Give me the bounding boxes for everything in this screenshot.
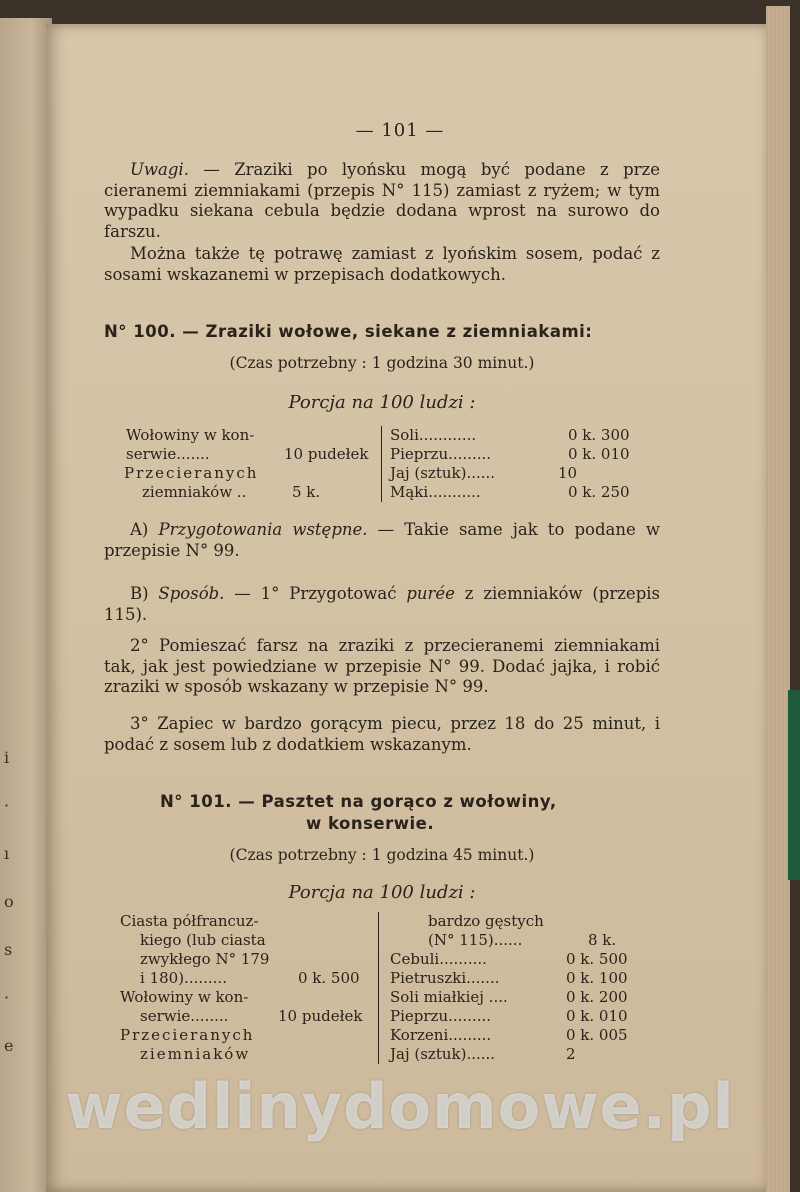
watermark: wedlinydomowe.pl	[65, 1070, 735, 1143]
bookmark-tab	[788, 690, 800, 880]
ingredient-name: ziemniaków	[140, 1045, 251, 1063]
ingredient-qty: 10 pudełek	[284, 445, 369, 463]
margin-mark: o	[4, 892, 14, 911]
ingredient-name: Przecieranych	[120, 1026, 255, 1044]
recipe-100-time: (Czas potrzebny : 1 godzina 30 minut.)	[229, 354, 535, 372]
column-divider	[378, 912, 379, 1064]
step-b-text-2: z ziemniaków (przepis 115).	[104, 584, 661, 624]
recipe-100-portion: Porcja na 100 ludzi :	[288, 392, 476, 413]
ingredient-name: Jaj (sztuk)......	[390, 464, 496, 482]
ingredient-name: kiego (lub ciasta	[140, 931, 266, 949]
ingredient-name: Pieprzu.........	[390, 1007, 492, 1025]
ingredient-name: zwykłego N° 179	[140, 950, 270, 968]
left-page-edge	[0, 18, 52, 1192]
step-b-puree: purée	[406, 584, 455, 603]
recipe-100-heading	[104, 322, 592, 341]
margin-mark: ·	[4, 796, 10, 815]
ingredient-name: Mąki...........	[390, 483, 481, 501]
ingredient-qty: 8 k.	[588, 931, 617, 949]
ingredient-qty: 10	[558, 464, 578, 482]
recipe-100-step-a	[104, 520, 660, 561]
recipe-100-step-3: 3° Zapiec w bardzo gorącym piecu, przez 18 do 25 minut, i podać z sosem lub z dodatkiem wskazanym.	[104, 714, 660, 754]
margin-mark: ı	[4, 844, 10, 863]
margin-mark: e	[4, 1036, 14, 1055]
step-b-title: Sposób.	[158, 584, 225, 603]
ingredient-qty: 10 pudełek	[278, 1007, 363, 1025]
margin-mark: s	[4, 940, 13, 959]
recipe-100-ingredients-right	[390, 426, 650, 502]
ingredient-qty: 0 k. 010	[568, 445, 630, 463]
step-a-label: A)	[130, 520, 149, 539]
notes-text-1: — Zraziki po lyońsku mogą być podane z prze cieranemi ziemniakami (przepis N° 115) zamiast z ryżem; w tym wypadku siekana cebula będzie dodana wprost na surowo do farszu.	[104, 160, 660, 241]
column-divider	[381, 426, 382, 502]
ingredient-name: Jaj (sztuk)......	[390, 1045, 496, 1063]
recipe-100-ingredients-left	[120, 426, 380, 502]
notes-paragraph-1	[104, 160, 660, 242]
margin-mark: i	[4, 748, 10, 767]
page-stack-edge	[766, 6, 790, 1192]
step-b-text-1: — 1° Przygotować	[224, 584, 407, 603]
ingredient-name: Soli............	[390, 426, 477, 444]
ingredient-name: bardzo gęstych	[428, 912, 544, 930]
ingredient-qty: 0 k. 200	[566, 988, 628, 1006]
ingredient-name: Soli miałkiej ....	[390, 988, 508, 1006]
notes-label: Uwagi.	[130, 160, 189, 179]
recipe-101-title-2: w konserwie.	[306, 814, 435, 833]
ingredient-name: Wołowiny w kon-	[120, 988, 249, 1006]
step-b-label: B)	[130, 584, 149, 603]
ingredient-name: Przecieranych	[124, 464, 259, 482]
recipe-101-number: N° 101.	[160, 792, 233, 811]
ingredient-qty: 0 k. 250	[568, 483, 630, 501]
recipe-101-ingredients-left	[116, 912, 378, 1064]
recipe-100-title: — Zraziki wołowe, siekane z ziemniakami:	[176, 322, 593, 341]
ingredient-name: Ciasta półfrancuz-	[120, 912, 259, 930]
step-a-text: — Takie same jak to podane w przepisie N° 99.	[104, 520, 660, 560]
ingredient-name: ziemniaków ..	[142, 483, 247, 501]
recipe-101-portion: Porcja na 100 ludzi :	[288, 882, 476, 903]
ingredient-qty: 0 k. 500	[566, 950, 628, 968]
notes-paragraph-2: Można także tę potrawę zamiast z lyońskim sosem, podać z sosami wskazanemi w przepisach dodatkowych.	[104, 244, 660, 284]
ingredient-name: Wołowiny w kon-	[126, 426, 255, 444]
page-number: — 101 —	[355, 120, 445, 141]
ingredient-name: serwie........	[140, 1007, 229, 1025]
recipe-100-step-b	[104, 584, 660, 625]
ingredient-qty: 0 k. 005	[566, 1026, 628, 1044]
ingredient-qty: 0 k. 100	[566, 969, 628, 987]
ingredient-qty: 0 k. 010	[566, 1007, 628, 1025]
ingredient-name: Pieprzu.........	[390, 445, 492, 463]
recipe-100-number: N° 100.	[104, 322, 177, 341]
step-a-title: Przygotowania wstępne.	[158, 520, 368, 539]
ingredient-qty: 5 k.	[292, 483, 321, 501]
ingredient-qty: 2	[566, 1045, 576, 1063]
left-margin-marks	[4, 748, 14, 1084]
recipe-101-time: (Czas potrzebny : 1 godzina 45 minut.)	[229, 846, 535, 864]
recipe-101-ingredients-right	[390, 912, 650, 1064]
ingredient-qty: 0 k. 500	[298, 969, 360, 987]
recipe-100-step-2: 2° Pomieszać farsz na zraziki z przecieranemi ziemniakami tak, jak jest powiedziane w przepisie N° 99. Dodać jajka, i robić zraziki w sposób wskazany w przepisie N° 99.	[104, 636, 660, 696]
ingredient-name: Korzeni.........	[390, 1026, 492, 1044]
ingredient-name: serwie.......	[126, 445, 210, 463]
recipe-101-title-1: — Pasztet na gorąco z wołowiny,	[232, 792, 557, 811]
ingredient-name: Pietruszki.......	[390, 969, 500, 987]
ingredient-name: (N° 115)......	[428, 931, 523, 949]
ingredient-name: Cebuli..........	[390, 950, 487, 968]
recipe-101-heading	[160, 792, 557, 811]
ingredient-qty: 0 k. 300	[568, 426, 630, 444]
margin-mark: ·	[4, 988, 10, 1007]
ingredient-name: i 180).........	[140, 969, 227, 987]
